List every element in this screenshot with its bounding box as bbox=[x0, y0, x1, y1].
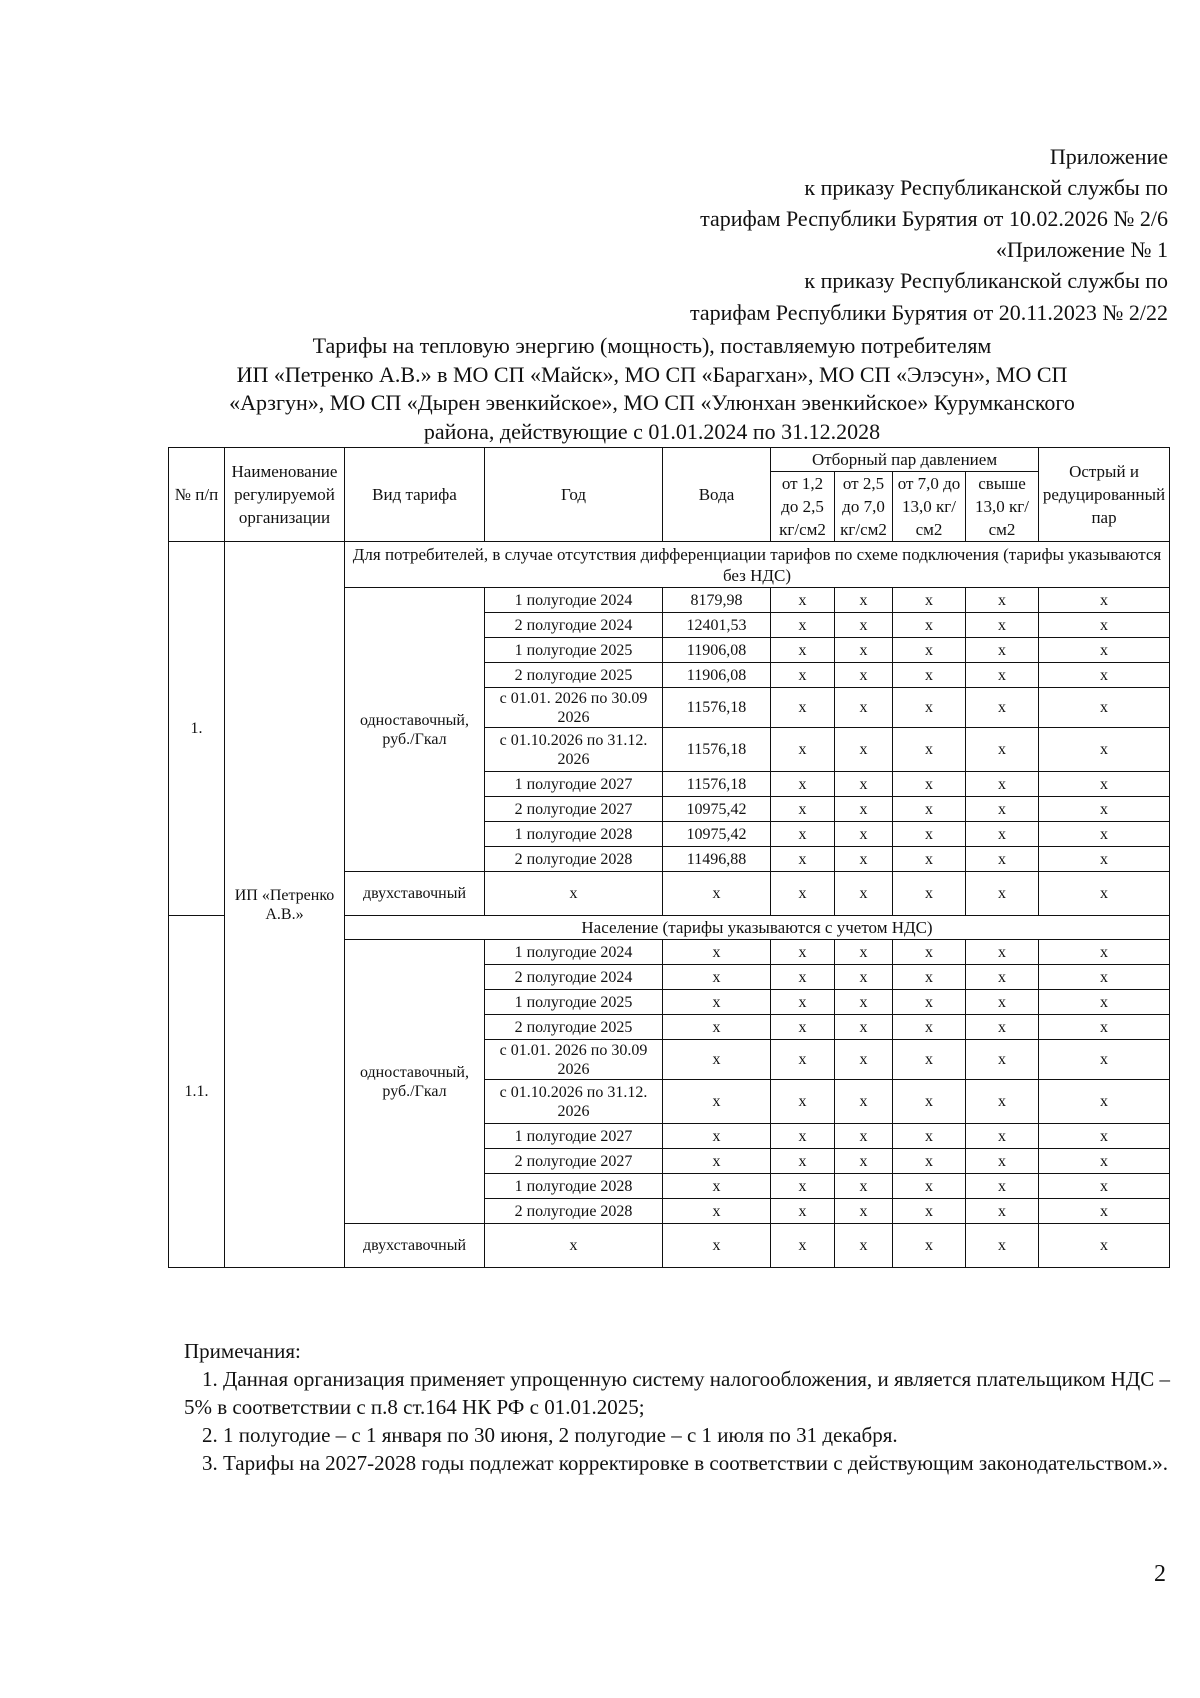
x-cell: x bbox=[893, 588, 966, 613]
x-cell: x bbox=[835, 1149, 893, 1174]
header-kind: Вид тарифа bbox=[345, 448, 485, 542]
x-cell: x bbox=[1039, 1149, 1170, 1174]
x-cell: x bbox=[1039, 822, 1170, 847]
x-cell: x bbox=[893, 1040, 966, 1080]
x-cell: x bbox=[1039, 990, 1170, 1015]
x-cell: x bbox=[771, 1015, 835, 1040]
x-cell: x bbox=[893, 1015, 966, 1040]
x-cell: x bbox=[966, 940, 1039, 965]
x-cell: x bbox=[835, 638, 893, 663]
table-body bbox=[169, 542, 1170, 1268]
x-cell: x bbox=[835, 822, 893, 847]
x-cell: x bbox=[966, 613, 1039, 638]
x-cell: x bbox=[893, 847, 966, 872]
x-cell: x bbox=[893, 1149, 966, 1174]
x-cell: x bbox=[771, 638, 835, 663]
header-steam-group: Отборный пар давлением bbox=[771, 448, 1039, 472]
x-cell: x bbox=[966, 965, 1039, 990]
x-cell: x bbox=[835, 1040, 893, 1080]
x-cell: x bbox=[1039, 797, 1170, 822]
x-cell: x bbox=[893, 1124, 966, 1149]
x-cell: x bbox=[771, 1174, 835, 1199]
x-cell: x bbox=[966, 872, 1039, 916]
section-header-row bbox=[169, 542, 1170, 588]
x-cell: x bbox=[893, 797, 966, 822]
x-cell: x bbox=[835, 1080, 893, 1124]
x-cell: x bbox=[835, 872, 893, 916]
x-cell: x bbox=[1039, 1224, 1170, 1268]
water-value: 11906,08 bbox=[663, 638, 771, 663]
x-cell: x bbox=[835, 772, 893, 797]
period-cell: 1 полугодие 2027 bbox=[485, 772, 663, 797]
x-cell: x bbox=[835, 663, 893, 688]
x-cell: x bbox=[771, 1080, 835, 1124]
period-cell: 1 полугодие 2028 bbox=[485, 1174, 663, 1199]
x-cell: x bbox=[966, 1040, 1039, 1080]
tariff-table bbox=[168, 447, 1170, 1268]
row-number: 1.1. bbox=[169, 916, 225, 1268]
x-cell: x bbox=[771, 797, 835, 822]
water-value: x bbox=[663, 1199, 771, 1224]
x-cell: x bbox=[1039, 1174, 1170, 1199]
org-name: ИП «Петренко А.В.» bbox=[225, 542, 345, 1268]
header-steam-2: от 2,5 до 7,0 кг/см2 bbox=[835, 472, 893, 542]
x-cell: x bbox=[771, 1124, 835, 1149]
period-cell: 2 полугодие 2028 bbox=[485, 1199, 663, 1224]
x-cell: x bbox=[966, 1224, 1039, 1268]
period-cell: с 01.01. 2026 по 30.09 2026 bbox=[485, 688, 663, 728]
tariff-kind-two-rate: двухставочный bbox=[345, 1224, 485, 1268]
x-cell: x bbox=[771, 1199, 835, 1224]
x-cell: x bbox=[1039, 772, 1170, 797]
water-value: 11576,18 bbox=[663, 772, 771, 797]
x-cell: x bbox=[966, 638, 1039, 663]
x-cell: x bbox=[771, 772, 835, 797]
x-cell: x bbox=[893, 822, 966, 847]
page-number: 2 bbox=[1154, 1561, 1166, 1587]
header-water: Вода bbox=[663, 448, 771, 542]
title-line: района, действующие с 01.01.2024 по 31.12.2028 bbox=[423, 418, 881, 444]
water-value: 11576,18 bbox=[663, 728, 771, 772]
water-value: 12401,53 bbox=[663, 613, 771, 638]
x-cell: x bbox=[771, 940, 835, 965]
x-cell: x bbox=[1039, 613, 1170, 638]
period-cell: 1 полугодие 2024 bbox=[485, 588, 663, 613]
x-cell: x bbox=[1039, 663, 1170, 688]
header-num: № п/п bbox=[169, 448, 225, 542]
period-cell: 2 полугодие 2025 bbox=[485, 663, 663, 688]
x-cell: x bbox=[1039, 872, 1170, 916]
notes-title: Примечания: bbox=[184, 1339, 301, 1363]
x-cell: x bbox=[835, 1174, 893, 1199]
x-cell: x bbox=[893, 663, 966, 688]
x-cell: x bbox=[835, 728, 893, 772]
notes-block bbox=[184, 1337, 1170, 1477]
x-cell: x bbox=[1039, 1080, 1170, 1124]
header-line: к приказу Республиканской службы по bbox=[804, 175, 1168, 200]
x-cell: x bbox=[1039, 847, 1170, 872]
x-cell: x bbox=[893, 1174, 966, 1199]
x-cell: x bbox=[966, 728, 1039, 772]
x-cell: x bbox=[893, 1080, 966, 1124]
x-cell: x bbox=[835, 1199, 893, 1224]
x-cell: x bbox=[835, 940, 893, 965]
x-cell: x bbox=[835, 588, 893, 613]
water-value: 11906,08 bbox=[663, 663, 771, 688]
period-cell: 1 полугодие 2027 bbox=[485, 1124, 663, 1149]
water-value: x bbox=[663, 1040, 771, 1080]
water-value: x bbox=[663, 1080, 771, 1124]
period-cell: 1 полугодие 2028 bbox=[485, 822, 663, 847]
section-label: Население (тарифы указываются с учетом НДС) bbox=[345, 916, 1170, 940]
x-cell: x bbox=[771, 1040, 835, 1080]
x-cell: x bbox=[893, 772, 966, 797]
water-value: 10975,42 bbox=[663, 797, 771, 822]
x-cell: x bbox=[663, 1224, 771, 1268]
x-cell: x bbox=[1039, 940, 1170, 965]
x-cell: x bbox=[835, 990, 893, 1015]
period-cell: 2 полугодие 2024 bbox=[485, 613, 663, 638]
x-cell: x bbox=[771, 613, 835, 638]
x-cell: x bbox=[893, 1199, 966, 1224]
tariff-kind-one-rate: одноставочный, руб./Гкал bbox=[345, 940, 485, 1224]
water-value: x bbox=[663, 1124, 771, 1149]
x-cell: x bbox=[1039, 638, 1170, 663]
x-cell: x bbox=[663, 872, 771, 916]
x-cell: x bbox=[966, 663, 1039, 688]
x-cell: x bbox=[966, 1080, 1039, 1124]
x-cell: x bbox=[893, 872, 966, 916]
tariff-kind-two-rate: двухставочный bbox=[345, 872, 485, 916]
x-cell: x bbox=[1039, 588, 1170, 613]
water-value: x bbox=[663, 1015, 771, 1040]
x-cell: x bbox=[835, 1224, 893, 1268]
x-cell: x bbox=[893, 613, 966, 638]
x-cell: x bbox=[1039, 1015, 1170, 1040]
row-number: 1. bbox=[169, 542, 225, 916]
x-cell: x bbox=[835, 797, 893, 822]
header-steam-1: от 1,2 до 2,5 кг/см2 bbox=[771, 472, 835, 542]
title-line: ИП «Петренко А.В.» в МО СП «Майск», МО СП «Барагхан», МО СП «Элэсун», МО СП bbox=[236, 361, 1068, 387]
water-value: 11496,88 bbox=[663, 847, 771, 872]
water-value: x bbox=[663, 1149, 771, 1174]
x-cell: x bbox=[485, 872, 663, 916]
header-year: Год bbox=[485, 448, 663, 542]
period-cell: с 01.10.2026 по 31.12. 2026 bbox=[485, 1080, 663, 1124]
x-cell: x bbox=[771, 1149, 835, 1174]
header-line: тарифам Республики Бурятия от 10.02.2026 № 2/6 bbox=[700, 206, 1168, 231]
x-cell: x bbox=[771, 872, 835, 916]
x-cell: x bbox=[1039, 1124, 1170, 1149]
x-cell: x bbox=[1039, 688, 1170, 728]
x-cell: x bbox=[1039, 728, 1170, 772]
water-value: 11576,18 bbox=[663, 688, 771, 728]
x-cell: x bbox=[893, 688, 966, 728]
period-cell: 1 полугодие 2025 bbox=[485, 638, 663, 663]
period-cell: с 01.01. 2026 по 30.09 2026 bbox=[485, 1040, 663, 1080]
water-value: x bbox=[663, 940, 771, 965]
x-cell: x bbox=[966, 990, 1039, 1015]
x-cell: x bbox=[835, 613, 893, 638]
x-cell: x bbox=[966, 1149, 1039, 1174]
water-value: x bbox=[663, 990, 771, 1015]
x-cell: x bbox=[771, 663, 835, 688]
x-cell: x bbox=[893, 638, 966, 663]
x-cell: x bbox=[771, 965, 835, 990]
x-cell: x bbox=[771, 990, 835, 1015]
x-cell: x bbox=[835, 965, 893, 990]
water-value: x bbox=[663, 1174, 771, 1199]
tariff-kind-one-rate: одноставочный, руб./Гкал bbox=[345, 588, 485, 872]
x-cell: x bbox=[966, 797, 1039, 822]
x-cell: x bbox=[485, 1224, 663, 1268]
period-cell: с 01.10.2026 по 31.12. 2026 bbox=[485, 728, 663, 772]
period-cell: 1 полугодие 2024 bbox=[485, 940, 663, 965]
x-cell: x bbox=[966, 847, 1039, 872]
document-title bbox=[170, 332, 1134, 446]
x-cell: x bbox=[771, 1224, 835, 1268]
x-cell: x bbox=[771, 822, 835, 847]
period-cell: 2 полугодие 2027 bbox=[485, 797, 663, 822]
header-line: «Приложение № 1 bbox=[995, 237, 1168, 262]
header-steam-4: свыше 13,0 кг/см2 bbox=[966, 472, 1039, 542]
x-cell: x bbox=[835, 1015, 893, 1040]
x-cell: x bbox=[966, 1015, 1039, 1040]
header-steam-3: от 7,0 до 13,0 кг/см2 bbox=[893, 472, 966, 542]
x-cell: x bbox=[966, 822, 1039, 847]
water-value: 10975,42 bbox=[663, 822, 771, 847]
x-cell: x bbox=[893, 940, 966, 965]
x-cell: x bbox=[966, 1199, 1039, 1224]
x-cell: x bbox=[893, 728, 966, 772]
x-cell: x bbox=[835, 688, 893, 728]
x-cell: x bbox=[835, 1124, 893, 1149]
header-sharp-steam: Острый и редуцированный пар bbox=[1039, 448, 1170, 542]
period-cell: 1 полугодие 2025 bbox=[485, 990, 663, 1015]
period-cell: 2 полугодие 2027 bbox=[485, 1149, 663, 1174]
x-cell: x bbox=[893, 1224, 966, 1268]
x-cell: x bbox=[893, 990, 966, 1015]
x-cell: x bbox=[1039, 1199, 1170, 1224]
title-line: Тарифы на тепловую энергию (мощность), поставляемую потребителям bbox=[312, 333, 992, 358]
title-line: «Арзгун», МО СП «Дырен эвенкийское», МО СП «Улюнхан эвенкийское» Курумканского bbox=[229, 390, 1075, 415]
period-cell: 2 полугодие 2028 bbox=[485, 847, 663, 872]
water-value: 8179,98 bbox=[663, 588, 771, 613]
x-cell: x bbox=[1039, 1040, 1170, 1080]
x-cell: x bbox=[893, 965, 966, 990]
x-cell: x bbox=[966, 588, 1039, 613]
period-cell: 2 полугодие 2024 bbox=[485, 965, 663, 990]
water-value: x bbox=[663, 965, 771, 990]
x-cell: x bbox=[966, 772, 1039, 797]
x-cell: x bbox=[966, 688, 1039, 728]
x-cell: x bbox=[771, 688, 835, 728]
header-org: Наименование регулируемой организации bbox=[225, 448, 345, 542]
note-item: 3. Тарифы на 2027-2028 годы подлежат корректировке в соответствии с действующим законодательством.». bbox=[202, 1451, 1168, 1475]
note-item: 1. Данная организация применяет упрощенную систему налогообложения, и является плательщиком НДС – 5% в соответствии с п.8 ст.164 НК РФ с 01.01.2025; bbox=[184, 1367, 1170, 1419]
header-line: Приложение bbox=[1049, 144, 1168, 169]
x-cell: x bbox=[771, 847, 835, 872]
x-cell: x bbox=[835, 847, 893, 872]
header-line: к приказу Республиканской службы по bbox=[804, 268, 1168, 293]
x-cell: x bbox=[966, 1174, 1039, 1199]
header-line: тарифам Республики Бурятия от 20.11.2023 № 2/22 bbox=[689, 300, 1168, 325]
note-item: 2. 1 полугодие – с 1 января по 30 июня, 2 полугодие – с 1 июля по 31 декабря. bbox=[202, 1423, 898, 1447]
x-cell: x bbox=[1039, 965, 1170, 990]
section-label: Для потребителей, в случае отсутствия дифференциации тарифов по схеме подключения (тарифы указываются без НДС) bbox=[345, 542, 1170, 588]
x-cell: x bbox=[771, 588, 835, 613]
period-cell: 2 полугодие 2025 bbox=[485, 1015, 663, 1040]
x-cell: x bbox=[966, 1124, 1039, 1149]
x-cell: x bbox=[771, 728, 835, 772]
